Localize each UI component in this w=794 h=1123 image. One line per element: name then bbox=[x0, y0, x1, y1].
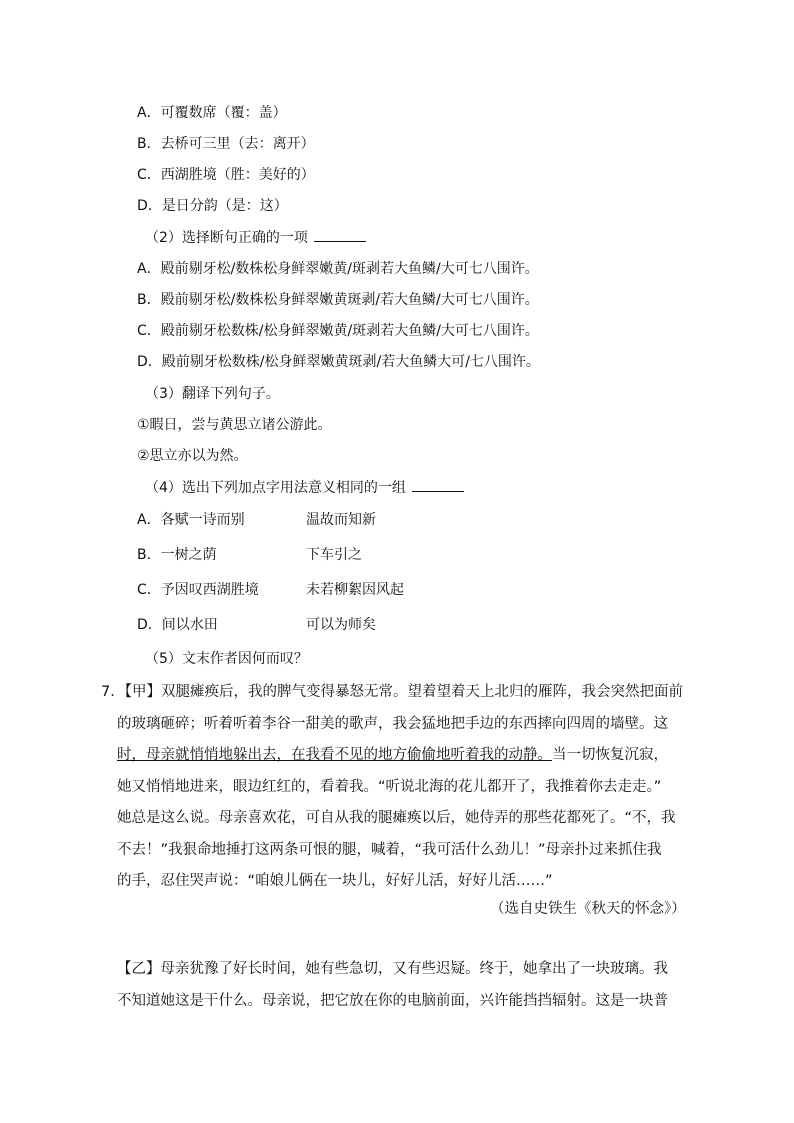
q3-item-2: ②思立亦以为然。 bbox=[137, 448, 248, 464]
q2-answer-blank[interactable] bbox=[314, 229, 366, 242]
q1-option-c: C．西湖胜境（胜：美好的） bbox=[137, 167, 315, 183]
q7-yi-line-2: 不知道她这是干什么。母亲说，把它放在你的电脑前面，兴许能挡挡辐射。这是一块普 bbox=[117, 992, 668, 1009]
q1-option-d: D．是日分韵（是：这） bbox=[137, 198, 288, 214]
q3-prompt: （3）翻译下列句子。 bbox=[145, 386, 280, 402]
q7-yi-text-1: 母亲犹豫了好长时间，她有些急切，又有些迟疑。终于，她拿出了一块玻璃。我 bbox=[160, 961, 668, 977]
q2-option-d: D．殿前剔牙松数株/松身鲜翠嫩黄斑剥/若大鱼鳞大可/七八围许。 bbox=[137, 354, 540, 370]
q7-jia-line-6: 不去！”我狠命地捶打这两条可恨的腿，喊着，“我可活什么劲儿！”母亲扑过来抓住我 bbox=[117, 841, 662, 858]
q4-row-a-left: A．各赋一诗而别 bbox=[137, 512, 245, 528]
q1-option-b: B．去桥可三里（去：离开） bbox=[137, 136, 315, 152]
q7-yi-line-1 bbox=[117, 954, 695, 986]
q7-jia-paragraph bbox=[101, 677, 683, 898]
q7-jia-text-1: 双腿瘫痪后，我的脾气变得暴怒无常。望着望着天上北归的雁阵，我会突然把面前 bbox=[160, 684, 683, 700]
q7-jia-label: 【甲】 bbox=[124, 684, 161, 700]
q1-option-a: A．可覆数席（覆：盖） bbox=[137, 105, 287, 121]
q4-row-b-left: B．一树之荫 bbox=[137, 547, 217, 563]
q4-row-c-left: C．予因叹西湖胜境 bbox=[137, 582, 259, 598]
q4-row-b-right: 下车引之 bbox=[306, 547, 362, 563]
q4-prompt: （4）选出下列加点字用法意义相同的一组 bbox=[145, 480, 406, 496]
q5-prompt: （5）文末作者因何而叹？ bbox=[145, 651, 308, 667]
q2-option-a: A．殿前剔牙松/数株松身鲜翠嫩黄/斑剥若大鱼鳞/大可七八围许。 bbox=[137, 261, 539, 277]
q3-item-1: ①暇日，尝与黄思立诸公游此。 bbox=[137, 417, 332, 433]
q2-option-c: C．殿前剔牙松数株/松身鲜翠嫩黄/斑剥若大鱼鳞/大可七八围许。 bbox=[137, 323, 539, 339]
q7-jia-line-4: 她又悄悄地进来，眼边红红的，看着我。“听说北海的花儿都开了，我推着你去走走。” bbox=[117, 778, 662, 795]
q7-jia-line-5: 她总是这么说。母亲喜欢花，可自从我的腿瘫痪以后，她侍弄的那些花都死了。“不，我 bbox=[117, 810, 676, 826]
q7-source: （选自史铁生《秋天的怀念》） bbox=[490, 901, 686, 917]
q2-prompt: （2）选择断句正确的一项 bbox=[145, 230, 308, 246]
q7-jia-line-7: 的手，忍住哭声说：“咱娘儿俩在一块儿，好好儿活，好好儿活……” bbox=[117, 873, 553, 889]
q7-number: 7． bbox=[101, 684, 125, 700]
q7-yi-label: 【乙】 bbox=[117, 961, 161, 977]
q2-prompt-line bbox=[145, 228, 366, 248]
q7-yi-paragraph bbox=[117, 954, 677, 1017]
q4-row-d-right: 可以为师矣 bbox=[306, 617, 376, 633]
q7-jia-line-2: 的玻璃砸碎；听着听着李谷一甜美的歌声，我会猛地把手边的东西摔向四周的墙壁。这 bbox=[117, 715, 668, 732]
q4-row-c-right: 未若柳絮因风起 bbox=[306, 582, 404, 598]
q7-jia-after-underline: 当一切恢复沉寂， bbox=[552, 747, 668, 763]
q7-jia-line-1 bbox=[101, 677, 683, 709]
q4-row-a-right: 温故而知新 bbox=[306, 512, 376, 528]
q4-answer-blank[interactable] bbox=[412, 479, 464, 492]
q4-prompt-line bbox=[145, 478, 464, 498]
q7-underlined-sentence: 时，母亲就悄悄地躲出去，在我看不见的地方偷偷地听着我的动静。 bbox=[117, 747, 552, 763]
q7-jia-line-3 bbox=[117, 740, 677, 772]
q4-row-d-left: D．间以水田 bbox=[137, 617, 218, 633]
q2-option-b: B．殿前剔牙松/数株松身鲜翠嫩黄斑剥/若大鱼鳞/大可七八围许。 bbox=[137, 292, 539, 308]
